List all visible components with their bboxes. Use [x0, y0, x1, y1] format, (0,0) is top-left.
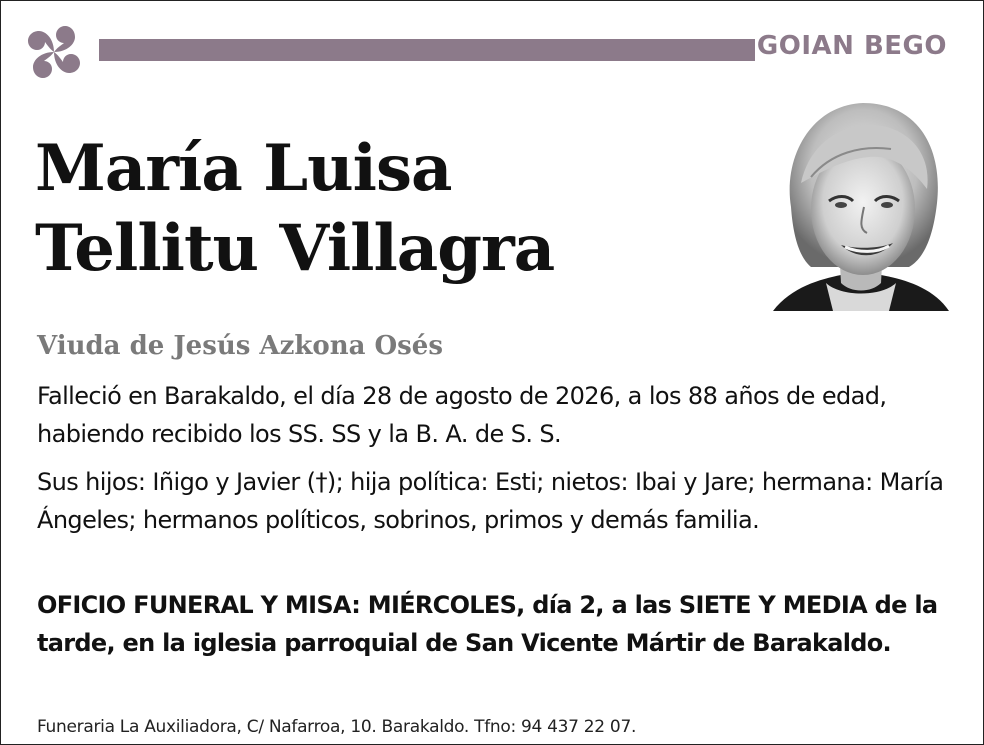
funeral-home-contact: Funeraria La Auxiliadora, C/ Nafarroa, 10. Barakaldo. Tfno: 94 437 22 07.: [37, 717, 637, 737]
lauburu-icon: [15, 13, 93, 91]
portrait-photo: [771, 97, 951, 313]
death-announcement: Falleció en Barakaldo, el día 28 de agosto de 2026, a los 88 años de edad, habiendo recibido los SS. SS y la B. A. de S. S.: [37, 382, 887, 448]
deceased-name: [35, 129, 554, 289]
funeral-service: OFICIO FUNERAL Y MISA: MIÉRCOLES, día 2, a las SIETE Y MEDIA de la tarde, en la iglesia parroquial de San Vicente Mártir de Barakaldo.: [37, 591, 938, 657]
section-tag: GOIAN BEGO: [756, 31, 947, 61]
family-list: Sus hijos: Iñigo y Javier (†); hija política: Esti; nietos: Ibai y Jare; hermana: María Ángeles; hermanos políticos, sobrinos, primos y demás familia.: [37, 468, 944, 534]
header-rule: [99, 39, 755, 61]
widow-of-subtitle: Viuda de Jesús Azkona Osés: [37, 331, 443, 361]
name-line-2: Tellitu Villagra: [35, 211, 555, 286]
name-line-1: María Luisa: [35, 131, 452, 206]
